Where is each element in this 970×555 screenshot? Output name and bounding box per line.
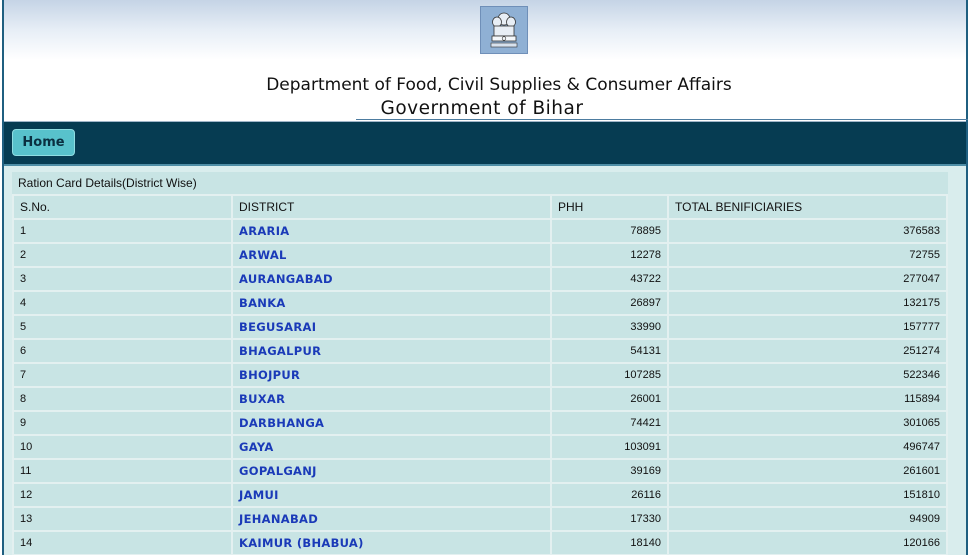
row-phh: 74421 (552, 412, 667, 434)
table-body (14, 220, 946, 554)
row-sno: 9 (14, 412, 231, 434)
row-total-beneficiaries: 301065 (669, 412, 946, 434)
main-content (4, 166, 966, 555)
row-phh: 103091 (552, 436, 667, 458)
district-link[interactable]: ARARIA (239, 224, 290, 238)
row-district-cell (233, 484, 550, 506)
row-district-cell (233, 220, 550, 242)
row-district-cell (233, 292, 550, 314)
row-sno: 8 (14, 388, 231, 410)
row-sno: 4 (14, 292, 231, 314)
district-link[interactable]: AURANGABAD (239, 272, 333, 286)
row-district-cell (233, 460, 550, 482)
table-row (14, 340, 946, 362)
row-phh: 54131 (552, 340, 667, 362)
row-total-beneficiaries: 376583 (669, 220, 946, 242)
table-row (14, 532, 946, 554)
row-sno: 1 (14, 220, 231, 242)
table-row (14, 412, 946, 434)
district-link[interactable]: BHOJPUR (239, 368, 301, 382)
district-link[interactable]: BHAGALPUR (239, 344, 322, 358)
page (2, 0, 968, 555)
header-banner (4, 0, 966, 122)
table-row (14, 508, 946, 530)
table-row (14, 364, 946, 386)
national-emblem-icon (480, 6, 528, 54)
row-phh: 107285 (552, 364, 667, 386)
table-row (14, 388, 946, 410)
table-row (14, 460, 946, 482)
row-sno: 2 (14, 244, 231, 266)
row-total-beneficiaries: 72755 (669, 244, 946, 266)
table-row (14, 292, 946, 314)
row-sno: 12 (14, 484, 231, 506)
table-row (14, 316, 946, 338)
title-underline (356, 119, 968, 120)
row-total-beneficiaries: 251274 (669, 340, 946, 362)
row-total-beneficiaries: 157777 (669, 316, 946, 338)
district-link[interactable]: JEHANABAD (239, 512, 319, 526)
row-total-beneficiaries: 94909 (669, 508, 946, 530)
district-link[interactable]: KAIMUR (BHABUA) (239, 536, 364, 550)
row-sno: 14 (14, 532, 231, 554)
row-district-cell (233, 340, 550, 362)
table-header-row (14, 196, 946, 218)
row-sno: 11 (14, 460, 231, 482)
table-row (14, 436, 946, 458)
row-phh: 17330 (552, 508, 667, 530)
district-link[interactable]: DARBHANGA (239, 416, 325, 430)
nav-bar (4, 122, 966, 166)
row-total-beneficiaries: 120166 (669, 532, 946, 554)
row-sno: 3 (14, 268, 231, 290)
row-sno: 7 (14, 364, 231, 386)
row-total-beneficiaries: 151810 (669, 484, 946, 506)
row-phh: 18140 (552, 532, 667, 554)
row-sno: 13 (14, 508, 231, 530)
district-link[interactable]: BUXAR (239, 392, 286, 406)
row-phh: 26001 (552, 388, 667, 410)
row-phh: 33990 (552, 316, 667, 338)
row-phh: 78895 (552, 220, 667, 242)
district-link[interactable]: JAMUI (239, 488, 279, 502)
row-district-cell (233, 364, 550, 386)
row-total-beneficiaries: 132175 (669, 292, 946, 314)
row-total-beneficiaries: 496747 (669, 436, 946, 458)
home-button[interactable]: Home (12, 129, 75, 156)
row-district-cell (233, 244, 550, 266)
column-header-total: TOTAL BENIFICIARIES (669, 196, 946, 218)
district-link[interactable]: ARWAL (239, 248, 287, 262)
row-total-beneficiaries: 261601 (669, 460, 946, 482)
row-district-cell (233, 412, 550, 434)
column-header-phh: PHH (552, 196, 667, 218)
row-phh: 12278 (552, 244, 667, 266)
row-district-cell (233, 508, 550, 530)
table-row (14, 220, 946, 242)
row-district-cell (233, 388, 550, 410)
row-total-beneficiaries: 277047 (669, 268, 946, 290)
district-link[interactable]: BANKA (239, 296, 286, 310)
row-phh: 26116 (552, 484, 667, 506)
column-header-sno: S.No. (14, 196, 231, 218)
row-sno: 10 (14, 436, 231, 458)
department-title: Department of Food, Civil Supplies & Consumer Affairs (266, 75, 732, 95)
row-district-cell (233, 316, 550, 338)
district-link[interactable]: GOPALGANJ (239, 464, 317, 478)
row-sno: 6 (14, 340, 231, 362)
column-header-district: DISTRICT (233, 196, 550, 218)
row-phh: 39169 (552, 460, 667, 482)
table-row (14, 268, 946, 290)
row-district-cell (233, 436, 550, 458)
row-district-cell (233, 532, 550, 554)
table-row (14, 244, 946, 266)
row-phh: 26897 (552, 292, 667, 314)
row-phh: 43722 (552, 268, 667, 290)
row-total-beneficiaries: 115894 (669, 388, 946, 410)
government-title: Government of Bihar (380, 98, 584, 119)
ration-card-table (12, 172, 948, 555)
row-district-cell (233, 268, 550, 290)
district-link[interactable]: BEGUSARAI (239, 320, 317, 334)
row-total-beneficiaries: 522346 (669, 364, 946, 386)
table-caption: Ration Card Details(District Wise) (12, 172, 948, 194)
table-row (14, 484, 946, 506)
district-link[interactable]: GAYA (239, 440, 274, 454)
row-sno: 5 (14, 316, 231, 338)
